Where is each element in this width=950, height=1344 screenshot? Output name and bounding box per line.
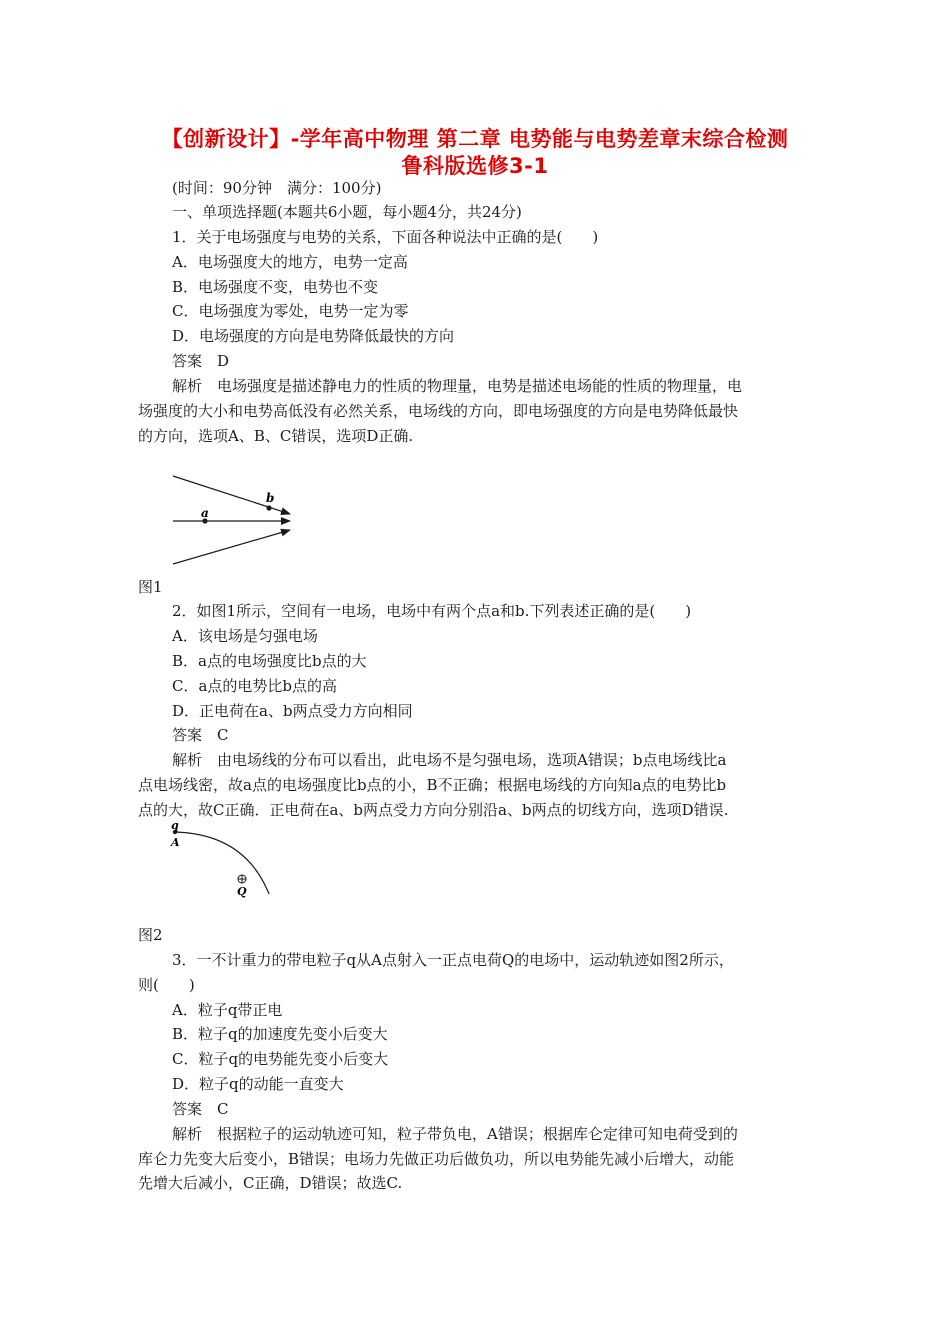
q2-analysis-line1: 解析 由电场线的分布可以看出，此电场不是匀强电场，选项A错误；b点电场线比a xyxy=(172,751,727,769)
exam-meta: (时间：90分钟 满分：100分) xyxy=(172,179,382,197)
q1-option-c: C．电场强度为零处，电势一定为零 xyxy=(172,302,409,320)
q1-answer: 答案 D xyxy=(172,352,230,370)
q2-option-b: B．a点的电场强度比b点的大 xyxy=(172,652,367,670)
q1-analysis-line1: 解析 电场强度是描述静电力的性质的物理量，电势是描述电场能的性质的物理量，电 xyxy=(172,377,743,395)
charge-Q-plus-icon xyxy=(238,875,246,883)
label-b: b xyxy=(266,491,275,505)
q1-stem: 1．关于电场强度与电势的关系，下面各种说法中正确的是( ) xyxy=(172,228,599,246)
label-A: A xyxy=(171,836,180,849)
q3-analysis-line3: 先增大后减小，C正确，D错误；故选C. xyxy=(138,1174,403,1192)
q1-option-d: D．电场强度的方向是电势降低最快的方向 xyxy=(172,327,455,345)
figure-1-field-lines xyxy=(165,468,305,568)
trajectory-curve xyxy=(175,832,269,894)
figure-1-caption: 图1 xyxy=(138,578,163,596)
q3-option-c: C．粒子q的电势能先变小后变大 xyxy=(172,1050,389,1068)
label-Q: Q xyxy=(237,885,247,898)
q1-analysis-line3: 的方向，选项A、B、C错误，选项D正确. xyxy=(138,427,414,445)
q2-option-d: D．正电荷在a、b两点受力方向相同 xyxy=(172,702,413,720)
figure-2-caption: 图2 xyxy=(138,926,163,944)
q3-option-b: B．粒子q的加速度先变小后变大 xyxy=(172,1025,388,1043)
q2-analysis-line2: 点电场线密，故a点的电场强度比b点的小，B不正确；根据电场线的方向知a点的电势比b xyxy=(138,776,727,794)
q3-stem-line1: 3．一不计重力的带电粒子q从A点射入一正点电荷Q的电场中，运动轨迹如图2所示， xyxy=(172,951,734,969)
section-heading: 一、单项选择题(本题共6小题，每小题4分，共24分) xyxy=(172,203,522,221)
q3-option-a: A．粒子q带正电 xyxy=(172,1001,283,1019)
q1-option-b: B．电场强度不变，电势也不变 xyxy=(172,278,379,296)
q1-analysis-line2: 场强度的大小和电势高低没有必然关系，电场线的方向，即电场强度的方向是电势降低最快 xyxy=(138,402,739,420)
q2-stem: 2．如图1所示，空间有一电场，电场中有两个点a和b.下列表述正确的是( ) xyxy=(172,602,692,620)
q2-answer: 答案 C xyxy=(172,726,229,744)
label-a: a xyxy=(201,506,209,520)
field-line-bottom xyxy=(173,530,290,564)
point-b xyxy=(266,505,271,510)
doc-title-line1: 【创新设计】-学年高中物理 第二章 电势能与电势差章末综合检测 xyxy=(161,127,789,151)
q1-option-a: A．电场强度大的地方，电势一定高 xyxy=(172,253,408,271)
q3-option-d: D．粒子q的动能一直变大 xyxy=(172,1075,344,1093)
q3-stem-line2: 则( ) xyxy=(138,976,195,994)
q3-analysis-line2: 库仑力先变大后变小，B错误；电场力先做正功后做负功，所以电势能先减小后增大，动能 xyxy=(138,1150,735,1168)
q2-option-c: C．a点的电势比b点的高 xyxy=(172,677,338,695)
q2-analysis-line3: 点的大，故C正确．正电荷在a、b两点受力方向分别沿a、b两点的切线方向，选项D错误. xyxy=(138,801,729,819)
q3-answer: 答案 C xyxy=(172,1100,229,1118)
q2-option-a: A．该电场是匀强电场 xyxy=(172,627,318,645)
q3-analysis-line1: 解析 根据粒子的运动轨迹可知，粒子带负电，A错误；根据库仑定律可知电荷受到的 xyxy=(172,1125,738,1143)
figure-2-trajectory xyxy=(165,818,285,903)
label-q: q xyxy=(171,819,179,832)
doc-title-line2: 鲁科版选修3-1 xyxy=(401,154,549,178)
